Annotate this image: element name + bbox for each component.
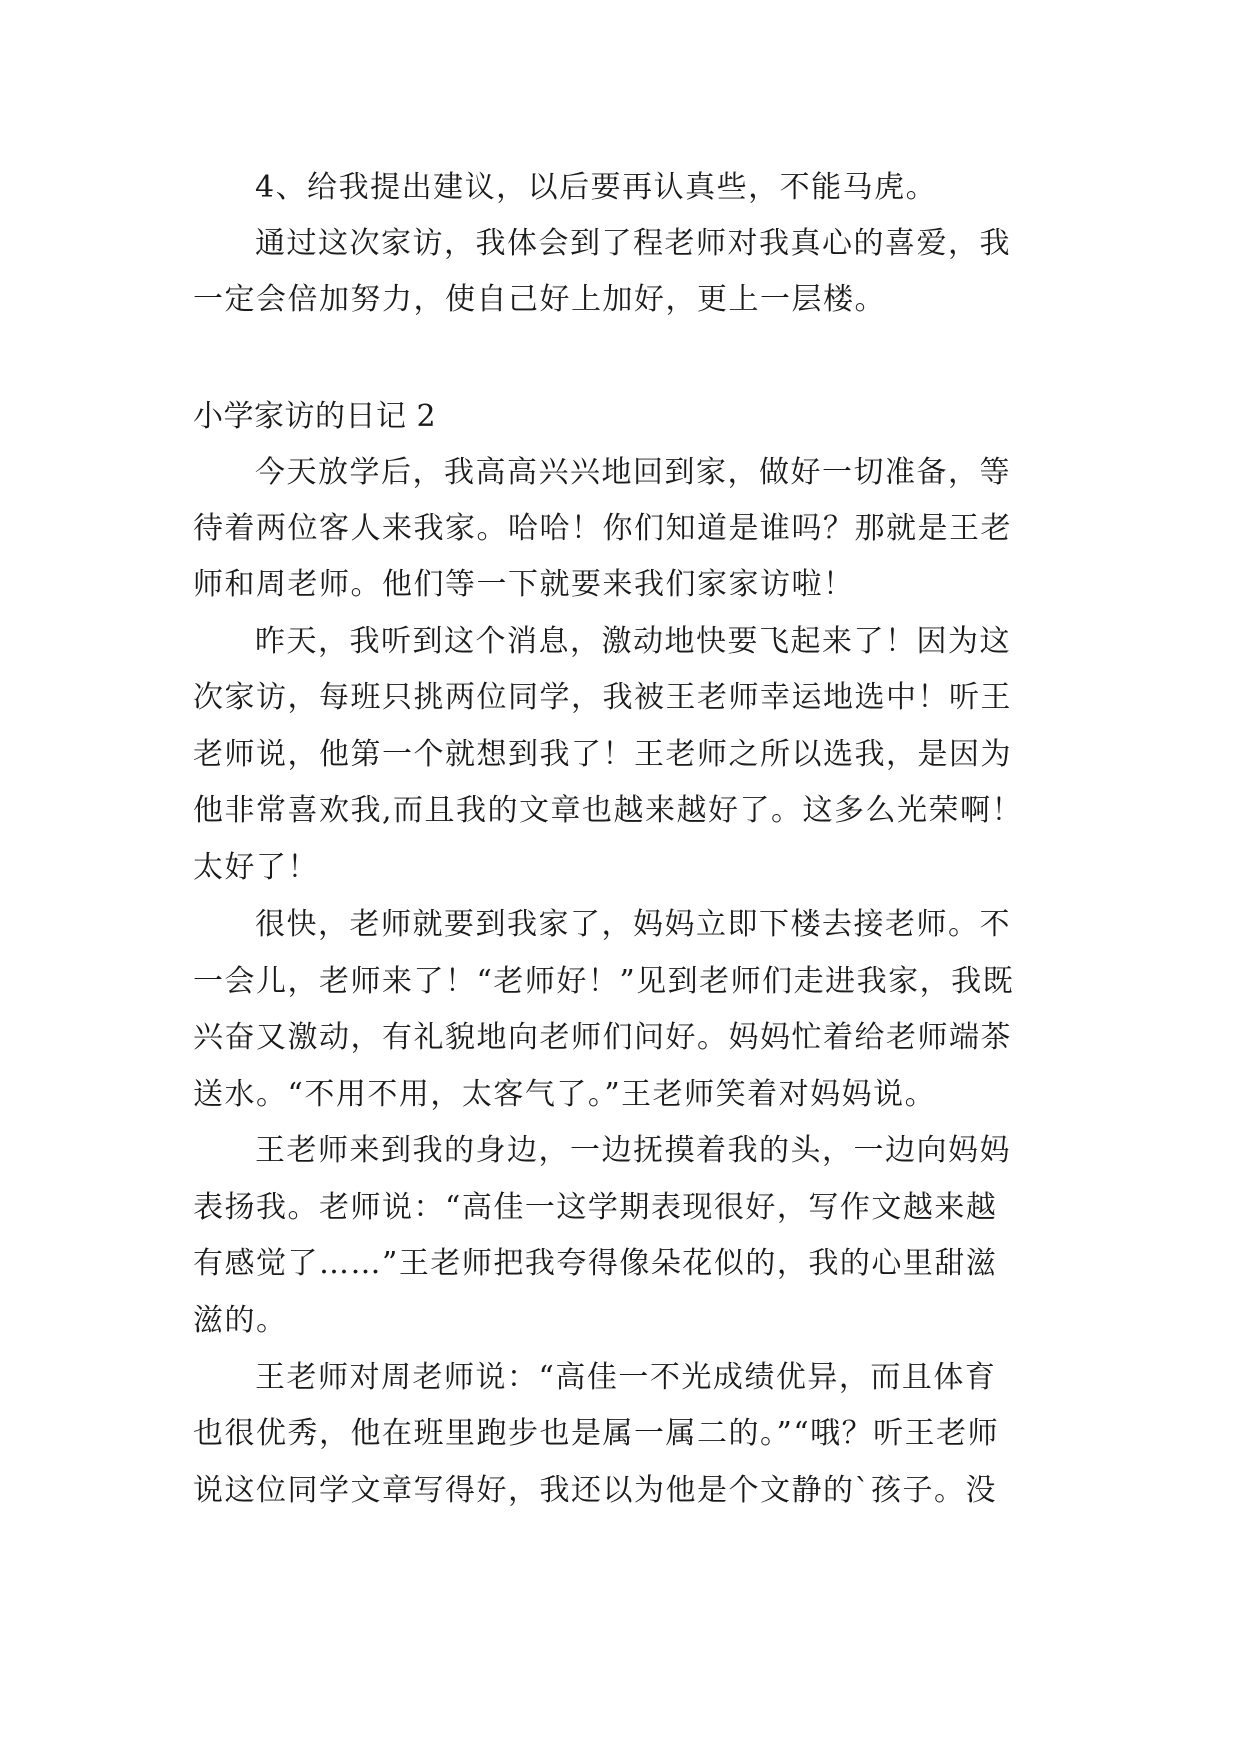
- paragraph-line: 很快，老师就要到我家了，妈妈立即下楼去接老师。不: [255, 907, 1011, 942]
- paragraph-line: 次家访，每班只挑两位同学，我被王老师幸运地选中！听王: [193, 680, 1012, 715]
- paragraph-line: 老师说，他第一个就想到我了！王老师之所以选我，是因为: [193, 737, 1012, 772]
- paragraph-line: 太好了！: [193, 850, 319, 885]
- paragraph-line: 送水。“不用不用，太客气了。”王老师笑着对妈妈说。: [193, 1077, 937, 1112]
- section-title: 小学家访的日记 2: [193, 399, 437, 434]
- paragraph-line: 昨天，我听到这个消息，激动地快要飞起来了！因为这: [255, 624, 1011, 659]
- paragraph-line: 他非常喜欢我,而且我的文章也越来越好了。这多么光荣啊！: [193, 793, 1024, 828]
- paragraph-line: 说这位同学文章写得好，我还以为他是个文静的`孩子。没: [193, 1473, 997, 1508]
- paragraph-line: 王老师对周老师说：“高佳一不光成绩优异，而且体育: [255, 1360, 997, 1395]
- paragraph-line: 一定会倍加努力，使自己好上加好，更上一层楼。: [193, 282, 886, 317]
- paragraph-line: 待着两位客人来我家。哈哈！你们知道是谁吗？那就是王老: [193, 511, 1012, 546]
- paragraph-line: 今天放学后，我高高兴兴地回到家，做好一切准备，等: [255, 455, 1011, 490]
- paragraph-line: 也很优秀，他在班里跑步也是属一属二的。”“哦？听王老师: [193, 1416, 1000, 1451]
- paragraph-line: 滋的。: [193, 1303, 288, 1338]
- paragraph-line: 王老师来到我的身边，一边抚摸着我的头，一边向妈妈: [255, 1133, 1011, 1168]
- paragraph-line: 通过这次家访，我体会到了程老师对我真心的喜爱，我: [255, 226, 1011, 261]
- paragraph-line: 表扬我。老师说：“高佳一这学期表现很好，写作文越来越: [193, 1190, 998, 1225]
- paragraph-line: 师和周老师。他们等一下就要来我们家家访啦！: [193, 567, 855, 602]
- paragraph-line: 有感觉了……”王老师把我夸得像朵花似的，我的心里甜滋: [193, 1246, 998, 1281]
- paragraph-line: 兴奋又激动，有礼貌地向老师们问好。妈妈忙着给老师端茶: [193, 1020, 1012, 1055]
- paragraph-line: 一会儿，老师来了！“老师好！”见到老师们走进我家，我既: [193, 964, 1015, 999]
- paragraph-line: 4、给我提出建议，以后要再认真些，不能马虎。: [255, 170, 938, 205]
